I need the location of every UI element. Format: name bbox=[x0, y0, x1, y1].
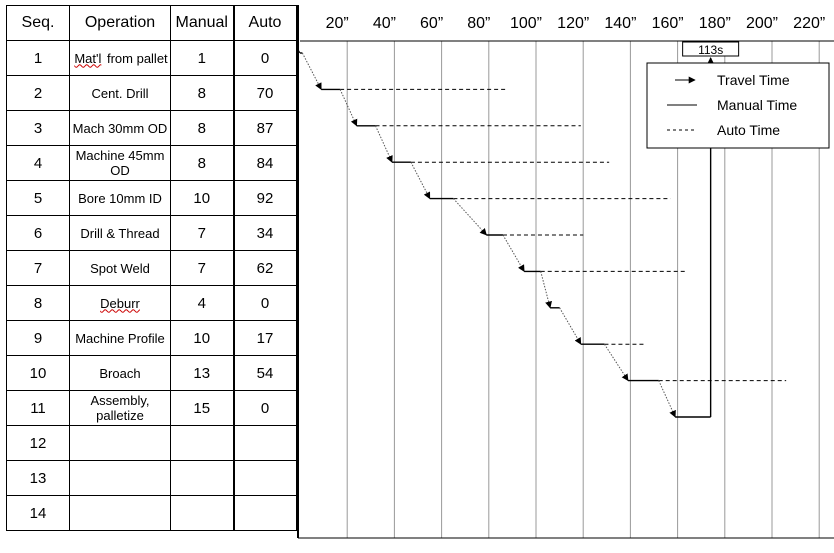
operation-label: Mach 30mm OD bbox=[72, 120, 168, 136]
manual-cell: 10 bbox=[171, 321, 234, 356]
operation-label: Spot Weld bbox=[90, 260, 150, 276]
x-tick-label: 100” bbox=[509, 15, 543, 32]
travel-arrow bbox=[411, 162, 430, 198]
operation-label: Machine Profile bbox=[75, 330, 165, 346]
legend-label: Travel Time bbox=[717, 72, 790, 88]
auto-cell: 92 bbox=[234, 181, 297, 216]
x-tick-label: 180” bbox=[698, 15, 731, 32]
auto-cell: 0 bbox=[234, 41, 297, 76]
seq-cell: 5 bbox=[7, 181, 70, 216]
manual-cell: 1 bbox=[171, 41, 234, 76]
travel-arrow bbox=[541, 271, 550, 307]
auto-cell: 62 bbox=[234, 251, 297, 286]
x-tick-label: 220” bbox=[793, 15, 826, 32]
travel-arrow bbox=[659, 381, 676, 417]
travel-arrow bbox=[340, 89, 357, 125]
seq-cell: 2 bbox=[7, 76, 70, 111]
manual-cell: 8 bbox=[171, 146, 234, 181]
auto-cell: 34 bbox=[234, 216, 297, 251]
operation-label: Drill & Thread bbox=[80, 225, 160, 241]
operation-label: Broach bbox=[99, 365, 141, 381]
x-tick-label: 200” bbox=[745, 15, 779, 32]
operation-label: Bore 10mm ID bbox=[78, 190, 162, 206]
header-manual: Manual bbox=[171, 6, 234, 41]
operation-label: Deburr bbox=[100, 295, 140, 311]
seq-cell: 13 bbox=[7, 461, 70, 496]
manual-cell: 8 bbox=[171, 76, 234, 111]
header-operation: Operation bbox=[70, 6, 171, 41]
x-tick-label: 120” bbox=[557, 15, 590, 32]
x-tick-label: 140” bbox=[604, 15, 637, 32]
manual-cell: 7 bbox=[171, 251, 234, 286]
auto-cell: 0 bbox=[234, 391, 297, 426]
header-auto: Auto bbox=[234, 6, 297, 41]
legend-label: Auto Time bbox=[717, 122, 781, 138]
travel-arrow bbox=[604, 344, 628, 380]
seq-cell: 8 bbox=[7, 286, 70, 321]
travel-arrow bbox=[302, 53, 321, 89]
auto-cell: 54 bbox=[234, 356, 297, 391]
operation-label: Mat'l from pallet bbox=[74, 50, 168, 66]
seq-cell: 6 bbox=[7, 216, 70, 251]
seq-cell: 4 bbox=[7, 146, 70, 181]
legend-label: Manual Time bbox=[717, 97, 798, 113]
x-tick-label: 40” bbox=[372, 15, 396, 32]
operation-label: Cent. Drill bbox=[91, 85, 149, 101]
operation-label: Assembly, palletize bbox=[90, 393, 150, 423]
auto-cell: 17 bbox=[234, 321, 297, 356]
header-seq: Seq. bbox=[7, 6, 70, 41]
auto-cell: 87 bbox=[234, 111, 297, 146]
x-tick-label: 80” bbox=[467, 15, 491, 32]
seq-cell: 3 bbox=[7, 111, 70, 146]
operation-label: Machine 45mm OD bbox=[75, 148, 165, 178]
travel-arrow bbox=[560, 308, 581, 344]
seq-cell: 1 bbox=[7, 41, 70, 76]
travel-arrow bbox=[503, 235, 524, 271]
seq-cell: 14 bbox=[7, 496, 70, 531]
seq-cell: 10 bbox=[7, 356, 70, 391]
manual-cell: 4 bbox=[171, 286, 234, 321]
manual-cell: 13 bbox=[171, 356, 234, 391]
seq-cell: 9 bbox=[7, 321, 70, 356]
cycle-label: 113s bbox=[698, 43, 724, 57]
x-tick-label: 60” bbox=[420, 15, 444, 32]
manual-cell: 10 bbox=[171, 181, 234, 216]
x-tick-label: 20” bbox=[325, 15, 349, 32]
x-tick-label: 160” bbox=[651, 15, 684, 32]
seq-cell: 7 bbox=[7, 251, 70, 286]
manual-cell: 15 bbox=[171, 391, 234, 426]
seq-cell: 12 bbox=[7, 426, 70, 461]
auto-cell: 70 bbox=[234, 76, 297, 111]
travel-arrow bbox=[376, 126, 393, 162]
manual-cell: 7 bbox=[171, 216, 234, 251]
manual-cell: 8 bbox=[171, 111, 234, 146]
auto-cell: 84 bbox=[234, 146, 297, 181]
seq-cell: 11 bbox=[7, 391, 70, 426]
travel-arrow bbox=[453, 199, 486, 235]
auto-cell: 0 bbox=[234, 286, 297, 321]
